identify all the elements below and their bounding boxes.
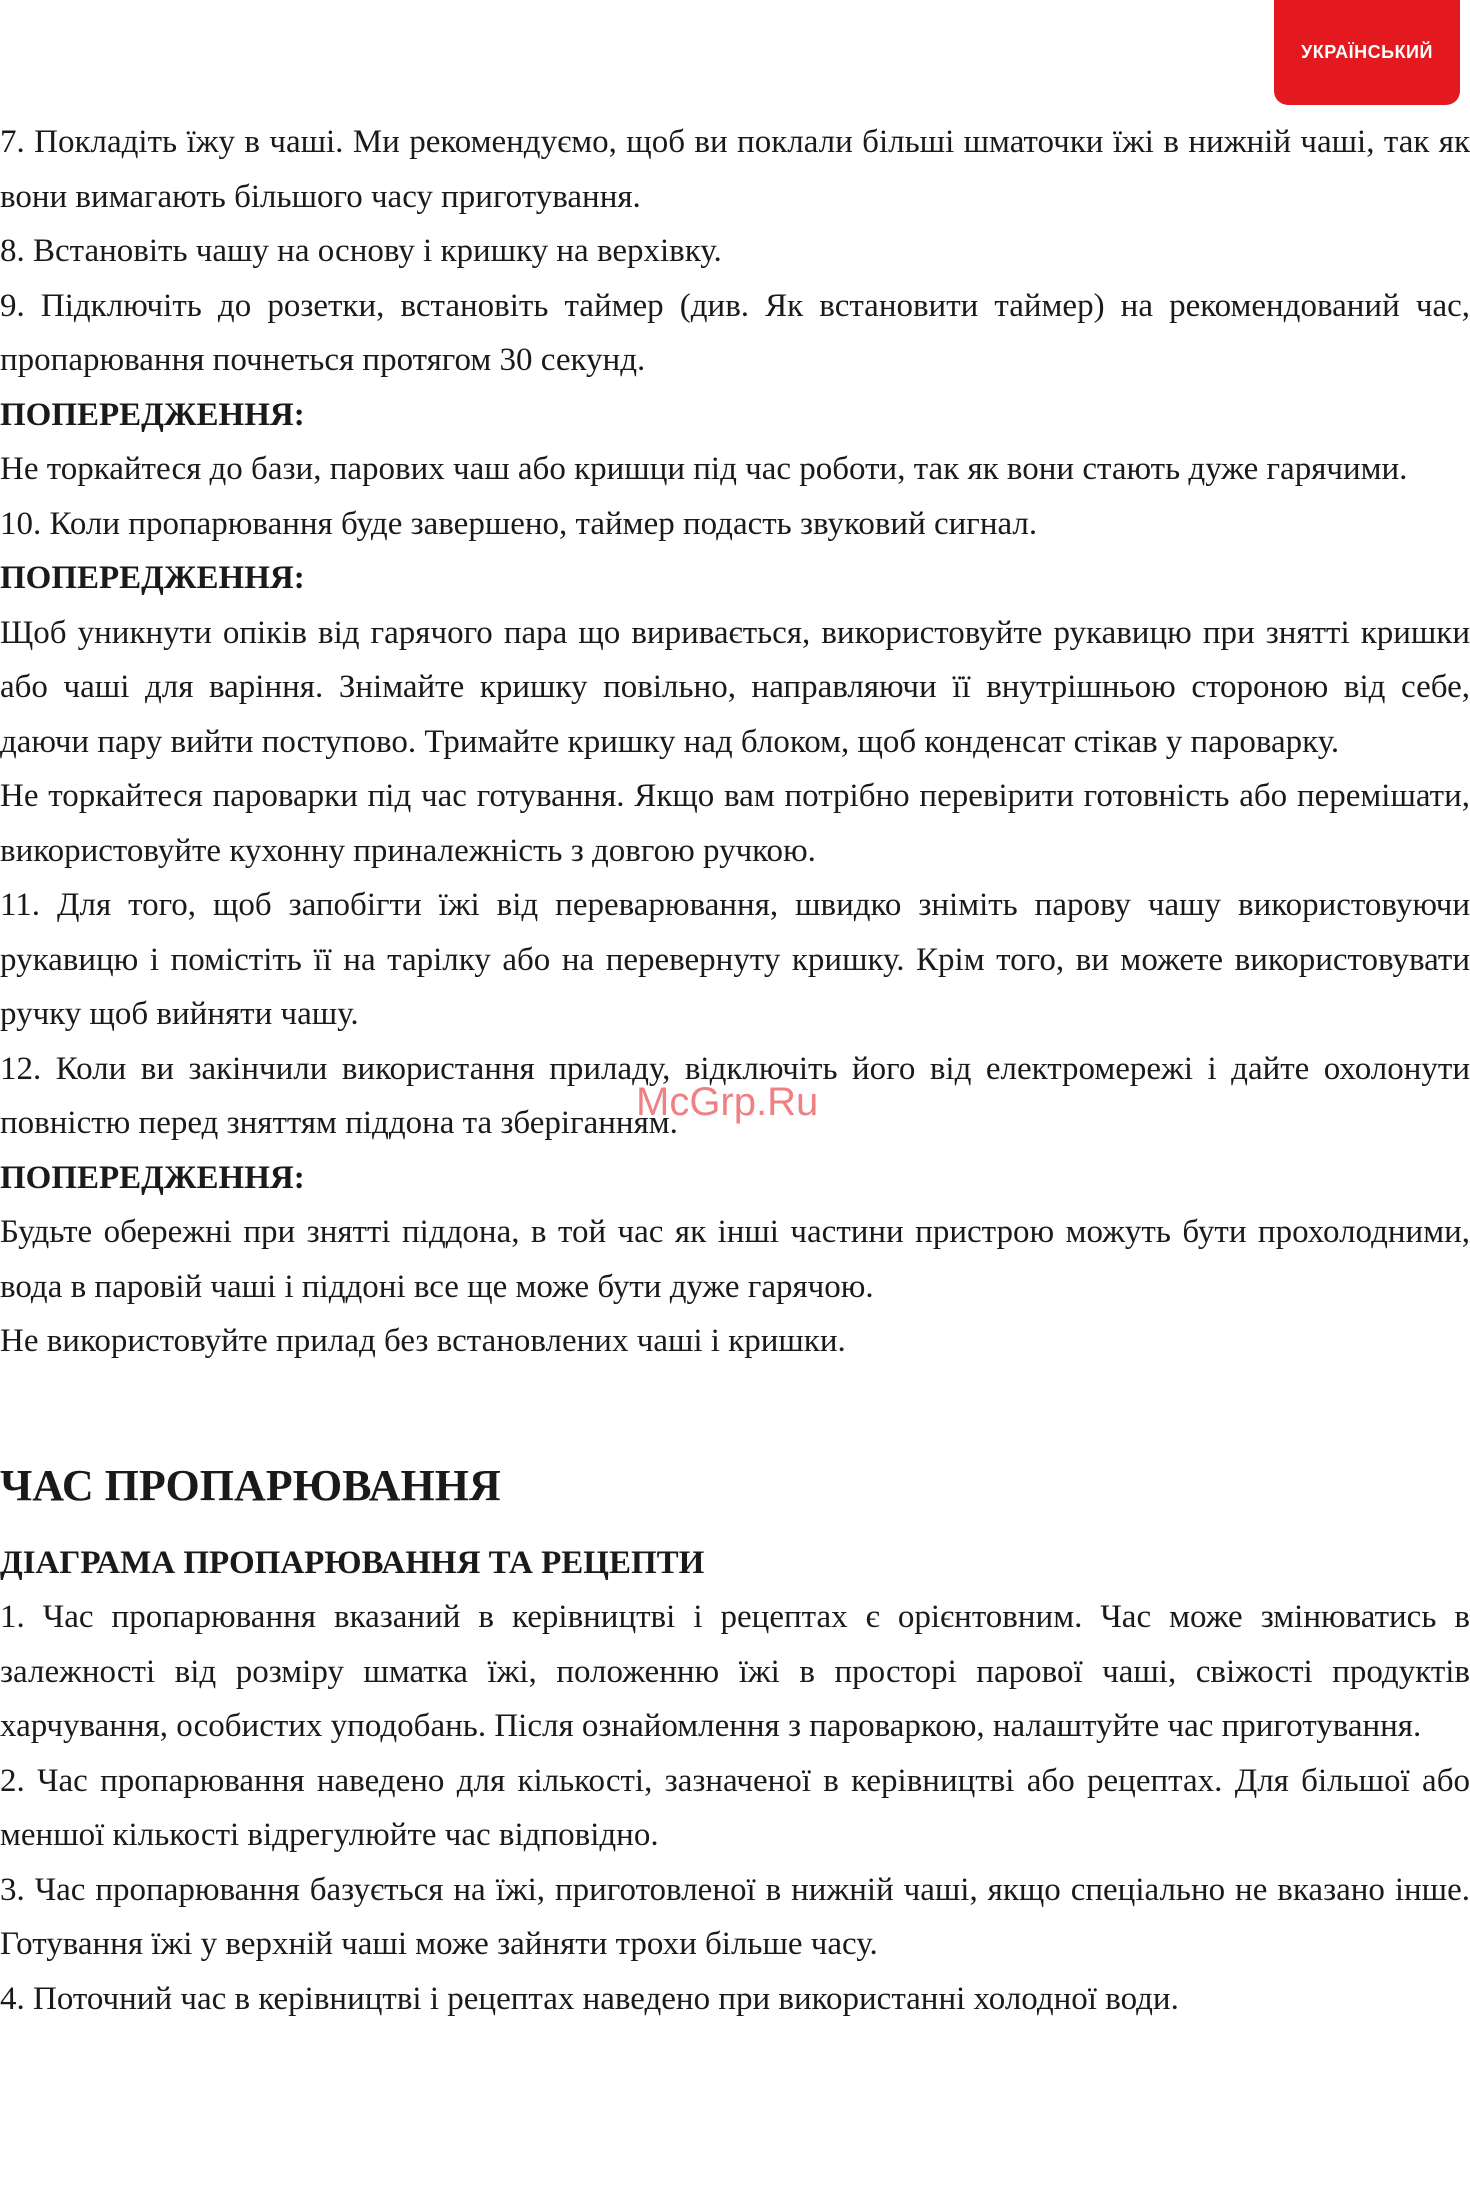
steaming-note-1: 1. Час пропарювання вказаний в керівництві і рецептах є орієнтовним. Час може змінюватись в залежності від розміру шматка їжі, положенню їжі в просторі парової чаші, свіжості продуктів харчування, особистих уподобань. Після ознайомлення з пароваркою, налаштуйте час приготування. — [0, 1599, 1470, 1744]
step-9: 9. Підключіть до розетки, встановіть таймер (див. Як встановити таймер) на рекомендований час, пропарювання почнеться протягом 30 секунд. — [0, 287, 1470, 378]
warning-heading: ПОПЕРЕДЖЕННЯ: — [0, 396, 305, 433]
warning-text: Не торкайтеся пароварки під час готування. Якщо вам потрібно перевірити готовність або перемішати, використовуйте кухонну приналежність з довгою ручкою. — [0, 778, 1470, 869]
steaming-note-4: 4. Поточний час в керівництві і рецептах наведено при використанні холодної води. — [0, 1980, 1179, 2017]
watermark: McGrp.Ru — [636, 1080, 819, 1124]
step-7: 7. Покладіть їжу в чаші. Ми рекомендуємо, щоб ви поклали більші шматочки їжі в нижній чаші, так як вони вимагають більшого часу приготування. — [0, 124, 1470, 215]
step-8: 8. Встановіть чашу на основу і кришку на верхівку. — [0, 233, 722, 269]
subsection-title: ДІАГРАМА ПРОПАРЮВАННЯ ТА РЕЦЕПТИ — [0, 1544, 705, 1581]
step-12: 12. Коли ви закінчили використання приладу, відключіть його від електромережі і дайте охолонути повністю перед зняттям піддона та зберіганням. — [0, 1050, 1470, 1141]
warning-heading: ПОПЕРЕДЖЕННЯ: — [0, 1159, 305, 1196]
steaming-note-2: 2. Час пропарювання наведено для кількості, зазначеної в керівництві або рецептах. Для більшої або меншої кількості відрегулюйте час відповідно. — [0, 1762, 1470, 1853]
warning-text: Будьте обережні при знятті піддона, в той час як інші частини пристрою можуть бути прохолодними, вода в паровій чаші і піддоні все ще може бути дуже гарячою. — [0, 1214, 1470, 1305]
step-11: 11. Для того, щоб запобігти їжі від переварювання, швидко зніміть парову чашу використовуючи рукавицю і помістіть її на тарілку або на перевернуту кришку. Крім того, ви можете використовувати ручку щоб вийняти чашу. — [0, 887, 1470, 1032]
document-body — [0, 115, 1470, 2026]
section-title: ЧАС ПРОПАРЮВАННЯ — [0, 1460, 501, 1510]
warning-heading: ПОПЕРЕДЖЕННЯ: — [0, 560, 305, 596]
language-badge — [1274, 0, 1460, 105]
warning-text: Не використовуйте прилад без встановлених чаші і кришки. — [0, 1323, 846, 1359]
warning-text: Не торкайтеся до бази, парових чаш або кришци під час роботи, так як вони стають дуже гарячими. — [0, 451, 1408, 487]
warning-text: Щоб уникнути опіків від гарячого пара що виривається, використовуйте рукавицю при знятті кришки або чаші для варіння. Знімайте кришку повільно, направляючи її внутрішньою стороною від себе, даючи пару вийти поступово. Тримайте кришку над блоком, щоб конденсат стікав у пароварку. — [0, 614, 1470, 760]
steaming-note-3: 3. Час пропарювання базується на їжі, приготовленої в нижній чаші, якщо спеціально не вказано інше. Готування їжі у верхній чаші може зайняти трохи більше часу. — [0, 1871, 1470, 1962]
language-badge-label: УКРАЇНСЬКИЙ — [1301, 42, 1433, 62]
step-10: 10. Коли пропарювання буде завершено, таймер подасть звуковий сигнал. — [0, 505, 1038, 542]
